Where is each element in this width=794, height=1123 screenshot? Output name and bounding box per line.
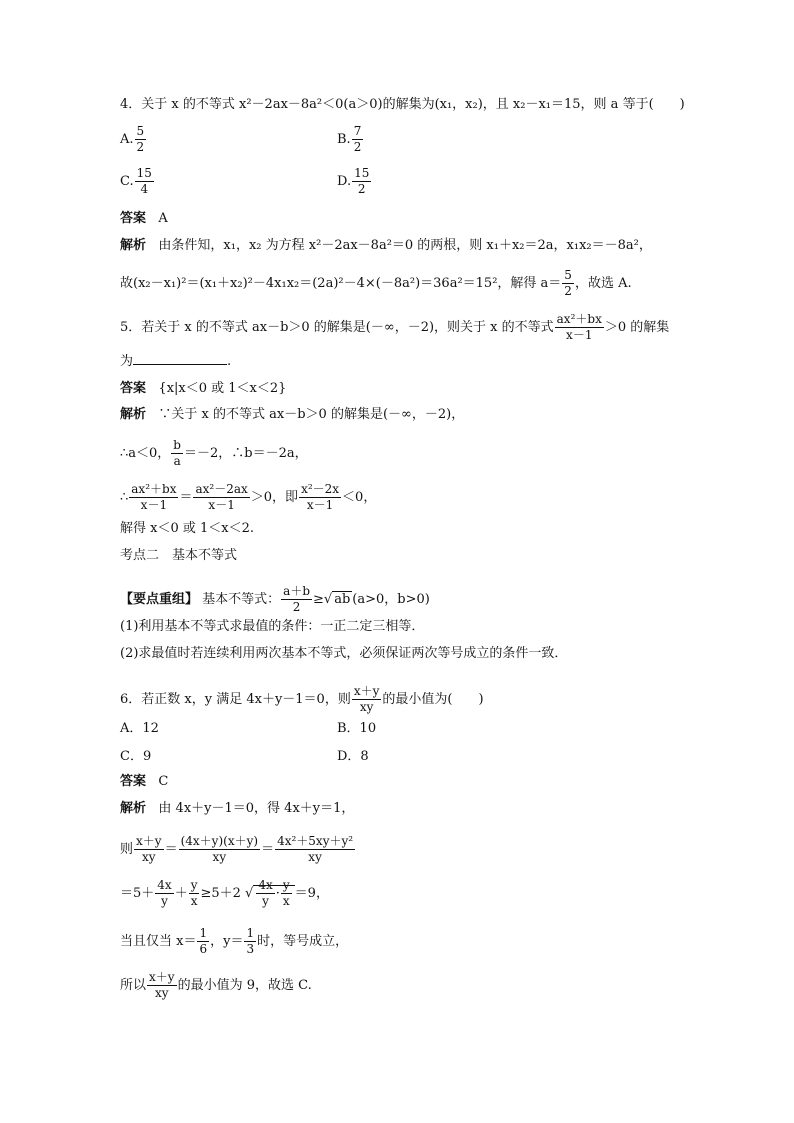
q6-option-a: A．12 (120, 721, 159, 736)
answer-value: {x|x＜0 或 1＜x＜2} (158, 381, 287, 396)
denominator: xy (155, 986, 169, 1000)
q4-option-a-label: A. (120, 132, 134, 147)
analysis-text: ，故选 A. (574, 276, 632, 291)
fraction (281, 584, 312, 615)
fraction (189, 878, 200, 909)
analysis-text: ∵关于 x 的不等式 ax－b＞0 的解集是(－∞，－2)， (158, 407, 465, 422)
q4-answer (120, 210, 168, 228)
analysis-text: 由条件知，x₁，x₂ 为方程 x²－2ax－8a²＝0 的两根，则 x₁＋x₂＝2a，x₁x₂＝－8a²， (158, 238, 652, 253)
sqrt-body (253, 878, 294, 908)
q6-analysis-line-4 (120, 926, 348, 957)
fraction (281, 878, 292, 909)
fraction (555, 312, 604, 343)
q4-option-a (120, 124, 147, 155)
q6-analysis-line-3: ＝5＋ $\frac{4x}{y}$ ＋ $\frac{y}{x}$ ≥5＋2 √ $\frac{4x}{y}$ · $\frac{y}{x}$ ＝9， (120, 878, 329, 908)
q6-option-b: B．10 (337, 721, 377, 736)
q5-analysis-line-1 (120, 406, 464, 424)
analysis-text: · (275, 886, 280, 901)
numerator: 4x²＋5xy＋y² (277, 834, 354, 848)
denominator: x (282, 894, 290, 908)
analysis-text: ＞0，即 (250, 490, 299, 505)
numerator: x＋y (149, 970, 175, 984)
numerator: 7 (353, 124, 362, 138)
numerator: x²－2x (301, 482, 340, 496)
analysis-text: 由 4x＋y－1＝0，得 4x＋y＝1， (158, 801, 355, 816)
answer-label: 答案 (120, 774, 147, 789)
q6-analysis-line-1 (120, 800, 354, 818)
analysis-label: 解析 (120, 801, 147, 816)
numerator: ax²＋bx (131, 482, 177, 496)
denominator: x－1 (566, 328, 593, 342)
numerator: ax²－2ax (195, 482, 248, 496)
q4-option-d (337, 166, 372, 197)
q4-option-d-label: D. (337, 174, 352, 189)
answer-blank (133, 352, 227, 365)
analysis-text: ＝ (179, 490, 193, 505)
q4-option-b-fraction (352, 124, 364, 155)
denominator: 2 (292, 600, 301, 614)
denominator: 2 (564, 284, 572, 298)
q6-option-d: D．8 (337, 749, 369, 764)
denominator: 2 (136, 140, 145, 154)
fraction (147, 970, 177, 1001)
analysis-text: ∴a＜0， (120, 446, 171, 461)
key-point-text: (a>0，b>0) (352, 592, 430, 607)
analysis-text: ＝5＋ (120, 886, 155, 901)
q6-stem (120, 684, 484, 715)
q6-analysis-line-2 (120, 834, 356, 865)
q5-stem-line-2 (120, 352, 231, 371)
numerator: 4x (258, 878, 273, 892)
analysis-text: ＝9， (294, 886, 329, 901)
q4-analysis-line-2 (120, 268, 632, 299)
key-point-text: 基本不等式： (202, 592, 281, 607)
analysis-text: ，y＝ (210, 934, 244, 949)
numerator: 15 (354, 166, 370, 180)
sqrt-body: ab (334, 592, 351, 607)
analysis-label: 解析 (120, 407, 147, 422)
fraction (193, 482, 249, 513)
numerator: y (282, 878, 290, 892)
fraction (256, 878, 274, 909)
answer-value: A (158, 211, 168, 226)
fraction (179, 834, 260, 865)
q5-analysis-line-4: 解得 x＜0 或 1＜x＜2. (120, 521, 255, 536)
fraction (129, 482, 178, 513)
q6-option-c: C．9 (120, 749, 152, 764)
analysis-text: 的最小值为 9，故选 C. (177, 978, 312, 993)
stem-text: 5．若关于 x 的不等式 ax－b＞0 的解集是(－∞，－2)，则关于 x 的不等式 (120, 320, 554, 335)
analysis-text: 故(x₂－x₁)²＝(x₁＋x₂)²－4x₁x₂＝(2a)²－4×(－8a²)＝36a²＝15²，解得 a＝ (120, 276, 562, 291)
q4-option-c-fraction (135, 166, 154, 197)
fraction (197, 926, 209, 957)
stem-text: . (227, 354, 232, 369)
analysis-text: 所以 (120, 978, 147, 993)
q4-option-c (120, 166, 155, 197)
answer-label: 答案 (120, 381, 147, 396)
fraction (352, 684, 382, 715)
analysis-text: ＋ (174, 886, 188, 901)
analysis-text: 时，等号成立， (257, 934, 349, 949)
numerator: a＋b (283, 584, 311, 598)
q4-stem: 4．关于 x 的不等式 x²－2ax－8a²＜0(a＞0)的解集为(x₁，x₂)，且 x₂－x₁＝15，则 a 等于( ) (120, 97, 685, 112)
denominator: xy (359, 700, 374, 714)
fraction (171, 438, 183, 469)
analysis-text: ＝－2，∴b＝－2a， (183, 446, 308, 461)
key-point-2: (2)求最值时若连续利用两次基本不等式，必须保证两次等号成立的条件一致． (120, 646, 568, 661)
denominator: x－1 (306, 498, 334, 512)
key-point-tag: 【要点重组】 (120, 592, 199, 607)
analysis-text: ≥5＋2 (200, 886, 241, 901)
denominator: x (190, 894, 198, 908)
key-point: 【要点重组】 基本不等式： $\frac{a+b}{2}$ ≥√ ab (a>0，b>0) (120, 584, 430, 614)
q4-analysis-line-1 (120, 237, 652, 255)
q6-answer (120, 773, 168, 791)
stem-text: 为 (120, 354, 134, 369)
q5-analysis-line-3 (120, 482, 376, 513)
denominator: xy (142, 850, 156, 864)
numerator: x＋y (136, 834, 162, 848)
numerator: (4x＋y)(x＋y) (180, 834, 259, 848)
analysis-text: ＝ (164, 842, 178, 857)
q4-option-b-label: B. (337, 132, 351, 147)
denominator: 6 (199, 942, 208, 956)
denominator: a (173, 454, 181, 468)
numerator: 1 (246, 926, 255, 940)
q4-option-d-fraction (352, 166, 371, 197)
q4-option-a-fraction (135, 124, 147, 155)
denominator: x－1 (208, 498, 235, 512)
fraction (155, 878, 173, 909)
numerator: 4x (157, 878, 172, 892)
q5-answer (120, 380, 286, 398)
denominator: 3 (246, 942, 255, 956)
denominator: y (161, 894, 168, 908)
stem-text: 的最小值为( ) (382, 692, 484, 707)
analysis-text: 当且仅当 x＝ (120, 934, 197, 949)
stem-text: 6．若正数 x，y 满足 4x＋y－1＝0，则 (120, 692, 351, 707)
q5-analysis-line-2 (120, 438, 308, 469)
q6-analysis-line-5 (120, 970, 312, 1001)
geq-symbol: ≥ (313, 592, 324, 607)
numerator: b (173, 438, 181, 452)
numerator: 15 (136, 166, 152, 180)
q4-option-c-label: C. (120, 174, 134, 189)
analysis-text: ∴ (120, 490, 129, 505)
analysis-text: 则 (120, 842, 134, 857)
section-title: 考点二 基本不等式 (120, 548, 238, 563)
q4-option-b (337, 124, 364, 155)
denominator: xy (212, 850, 227, 864)
denominator: 4 (140, 182, 149, 196)
denominator: y (262, 894, 269, 908)
answer-value: C (158, 774, 169, 789)
denominator: 2 (353, 140, 362, 154)
stem-text: ＞0 的解集 (604, 320, 670, 335)
numerator: 5 (136, 124, 145, 138)
numerator: x＋y (353, 684, 380, 698)
answer-label: 答案 (120, 211, 147, 226)
denominator: 2 (357, 182, 366, 196)
q5-stem-line-1 (120, 312, 669, 343)
analysis-text: ＝ (261, 842, 275, 857)
key-point-1: (1)利用基本不等式求最值的条件：一正二定三相等． (120, 619, 425, 634)
analysis-label: 解析 (120, 238, 147, 253)
analysis-text: ＜0， (342, 490, 377, 505)
fraction (134, 834, 164, 865)
fraction (299, 482, 341, 513)
fraction (275, 834, 355, 865)
fraction (562, 268, 574, 299)
numerator: ax²＋bx (556, 312, 602, 326)
numerator: 1 (199, 926, 208, 940)
denominator: x－1 (140, 498, 168, 512)
numerator: y (190, 878, 198, 892)
denominator: xy (308, 850, 322, 864)
numerator: 5 (564, 268, 572, 282)
fraction (244, 926, 256, 957)
